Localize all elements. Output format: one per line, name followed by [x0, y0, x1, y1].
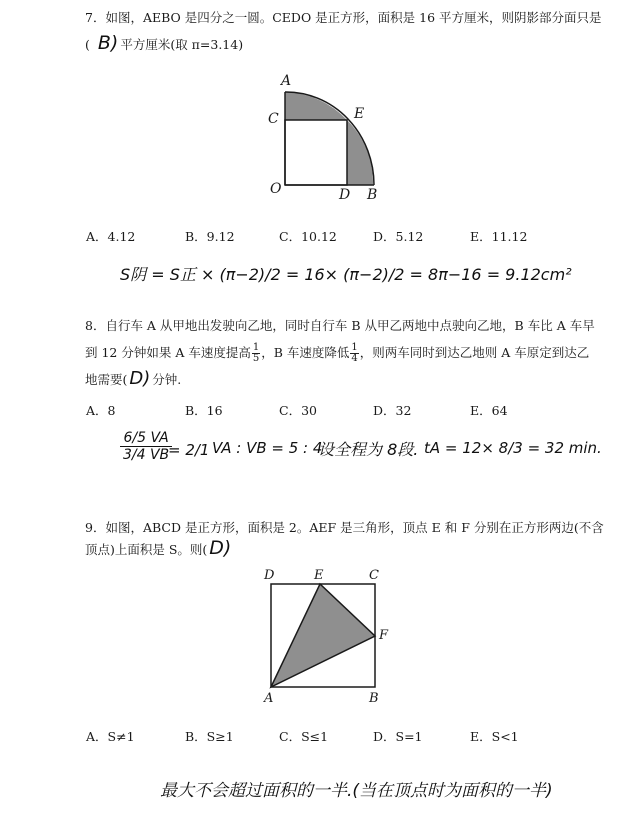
q8-work-speed-ratio: VA : VB = 5 : 4 [212, 439, 323, 457]
q7-label-d: D [339, 187, 351, 203]
q7-stem-line1: 7．如图，AEBO 是四分之一圆。CEDO 是正方形，面积是 16 平方厘米，则阴影部分面只是 [85, 10, 602, 25]
q7-paren: ( [85, 37, 90, 52]
q8-work-frac-top: 6/5 VA [120, 430, 172, 447]
q9-option-b: B．S≥1 [185, 729, 234, 744]
q9-label-a: A [264, 691, 274, 706]
q9-stem-line1: 9．如图，ABCD 是正方形，面积是 2。AEF 是三角形，顶点 E 和 F 分别在正方形两边(不含 [85, 520, 604, 535]
q7-label-b: B [367, 187, 378, 203]
q7-label-a: A [281, 73, 292, 89]
q8-frac2-den: 4 [351, 353, 358, 364]
q8-option-d: D．32 [373, 403, 412, 418]
q7-label-c: C [268, 111, 279, 127]
q9-triangle-aef [271, 584, 375, 687]
q9-label-c: C [369, 568, 379, 583]
q9-label-e: E [314, 568, 324, 583]
q7-unit-text: 平方厘米(取 π=3.14) [120, 37, 244, 52]
q8-stem-line1: 8．自行车 A 从甲地出发驶向乙地，同时自行车 B 从甲乙两地中点驶向乙地，B 车比 A 车早 [85, 318, 595, 333]
q9-option-d: D．S=1 [373, 729, 423, 744]
q8-work-note: 设全程为 8段. [318, 440, 419, 459]
q9-label-f: F [379, 628, 389, 643]
q8-line2-part-c: ，则两车同时到达乙地则 A 车原定到达乙 [359, 345, 590, 360]
q8-option-b: B．16 [185, 403, 223, 418]
q8-frac2-num: 1 [351, 342, 358, 353]
q9-option-e: E．S<1 [470, 729, 519, 744]
q8-work-equals: = 2/1 [168, 441, 210, 459]
q9-line2-part-a: 顶点)上面积是 S。则( [85, 542, 208, 557]
q8-frac1-den: 5 [252, 353, 260, 364]
q9-option-c: C．S≤1 [279, 729, 329, 744]
q8-option-c: C．30 [279, 403, 317, 418]
q9-option-a: A．S≠1 [86, 729, 135, 744]
q8-option-e: E．64 [470, 403, 508, 418]
q9-label-b: B [369, 691, 379, 706]
q7-handwritten-answer: B) [97, 32, 119, 54]
q8-handwritten-answer: D) [129, 368, 151, 389]
q8-line3-part-b: 分钟. [152, 372, 182, 387]
q7-label-e: E [354, 106, 365, 122]
q7-option-a: A．4.12 [86, 229, 136, 244]
q7-option-b: B．9.12 [185, 229, 235, 244]
q7-option-c: C．10.12 [279, 229, 337, 244]
q8-line3-part-a: 地需要( [85, 372, 128, 387]
q8-option-a: A．8 [86, 403, 116, 418]
q9-label-d: D [264, 568, 275, 583]
q8-work-frac-bottom: 3/4 VB [123, 447, 170, 463]
q8-frac1-num: 1 [252, 342, 260, 353]
q9-handwritten-work: 最大不会超过面积的一半.(当在顶点时为面积的一半) [160, 781, 553, 801]
q7-label-o: O [270, 181, 282, 197]
q7-option-d: D．5.12 [373, 229, 424, 244]
q7-handwritten-work: S阴 = S正 × (π−2)/2 = 16× (π−2)/2 = 8π−16 = 9.12cm² [120, 265, 572, 284]
q9-handwritten-answer: D) [209, 537, 232, 559]
q8-line2-part-b: ，B 车速度降低 [261, 345, 350, 360]
q7-option-e: E．11.12 [470, 229, 528, 244]
q8-work-time: tA = 12× 8/3 = 32 min. [424, 439, 602, 457]
q8-line2-part-a: 到 12 分钟如果 A 车速度提高 [85, 345, 251, 360]
